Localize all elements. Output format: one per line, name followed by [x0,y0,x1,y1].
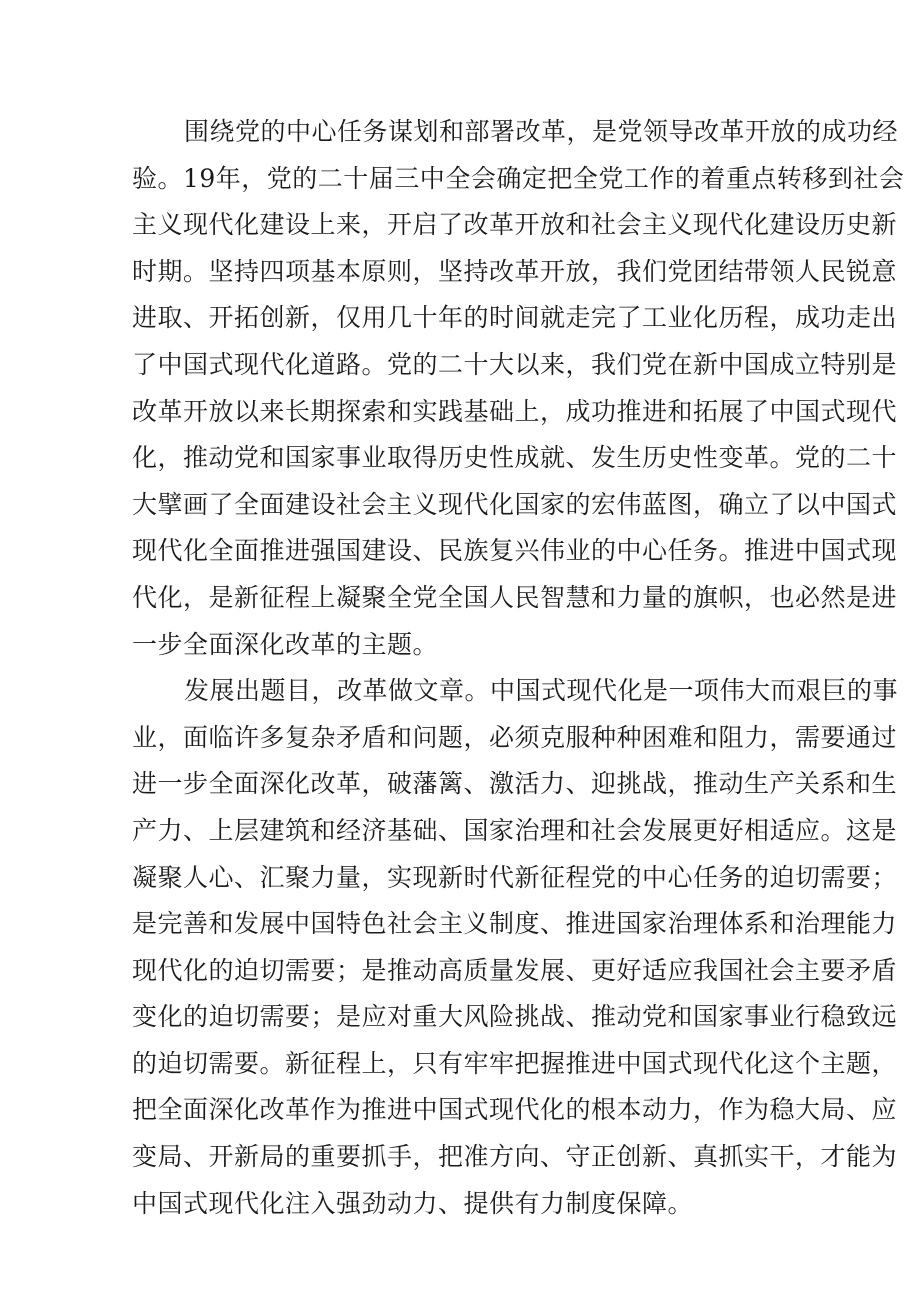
text-line: 大擘画了全面建设社会主义现代化国家的宏伟蓝图，确立了以中国式 [132,489,898,519]
text-line: 凝聚人心、汇聚力量，实现新时代新征程党的中心任务的迫切需要； [132,862,898,892]
text-line: 业，面临许多复杂矛盾和问题，必须克服种种困难和阻力，需要通过 [132,722,898,752]
text-line: 现代化的迫切需要；是推动高质量发展、更好适应我国社会主要矛盾 [132,955,898,985]
text-line: 围绕党的中心任务谋划和部署改革，是党领导改革开放的成功经 [184,117,899,146]
paragraph-2 [132,668,899,1227]
text-line: 进一步全面深化改革，破藩篱、激活力、迎挑战，推动生产关系和生 [132,769,898,799]
text-line: 现代化全面推进强国建设、民族复兴伟业的中心任务。推进中国式现 [132,536,898,566]
text-line: 主义现代化建设上来，开启了改革开放和社会主义现代化建设历史新 [132,210,898,240]
text-line: 化，推动党和国家事业取得历史性成就、发生历史性变革。党的二十 [132,443,898,473]
text-line: 了中国式现代化道路。党的二十大以来，我们党在新中国成立特别是 [132,349,898,379]
text-line: 发展出题目，改革做文章。中国式现代化是一项伟大而艰巨的事 [184,676,899,706]
text-line: 验。19年，党的二十届三中全会确定把全党工作的着重点转移到社会 [132,163,905,193]
text-line: 的迫切需要。新征程上，只有牢牢把握推进中国式现代化这个主题， [132,1048,898,1078]
text-line: 改革开放以来长期探索和实践基础上，成功推进和拓展了中国式现代 [132,396,898,426]
text-line: 一步全面深化改革的主题。 [132,629,439,659]
text-line: 产力、上层建筑和经济基础、国家治理和社会发展更好相适应。这是 [132,815,898,845]
paragraph-1 [132,109,905,668]
text-line: 是完善和发展中国特色社会主义制度、推进国家治理体系和治理能力 [132,909,898,939]
body-text [132,109,905,1227]
text-line: 中国式现代化注入强劲动力、提供有力制度保障。 [132,1188,694,1218]
text-line: 变局、开新局的重要抓手，把准方向、守正创新、真抓实干，才能为 [132,1142,898,1172]
text-line: 代化，是新征程上凝聚全党全国人民智慧和力量的旗帜，也必然是进 [132,582,898,612]
text-line: 进取、开拓创新，仅用几十年的时间就走完了工业化历程，成功走出 [132,303,898,333]
text-line: 变化的迫切需要；是应对重大风险挑战、推动党和国家事业行稳致远 [132,1002,898,1032]
text-line: 把全面深化改革作为推进中国式现代化的根本动力，作为稳大局、应 [132,1095,898,1125]
text-line: 时期。坚持四项基本原则，坚持改革开放，我们党团结带领人民锐意 [132,256,898,286]
